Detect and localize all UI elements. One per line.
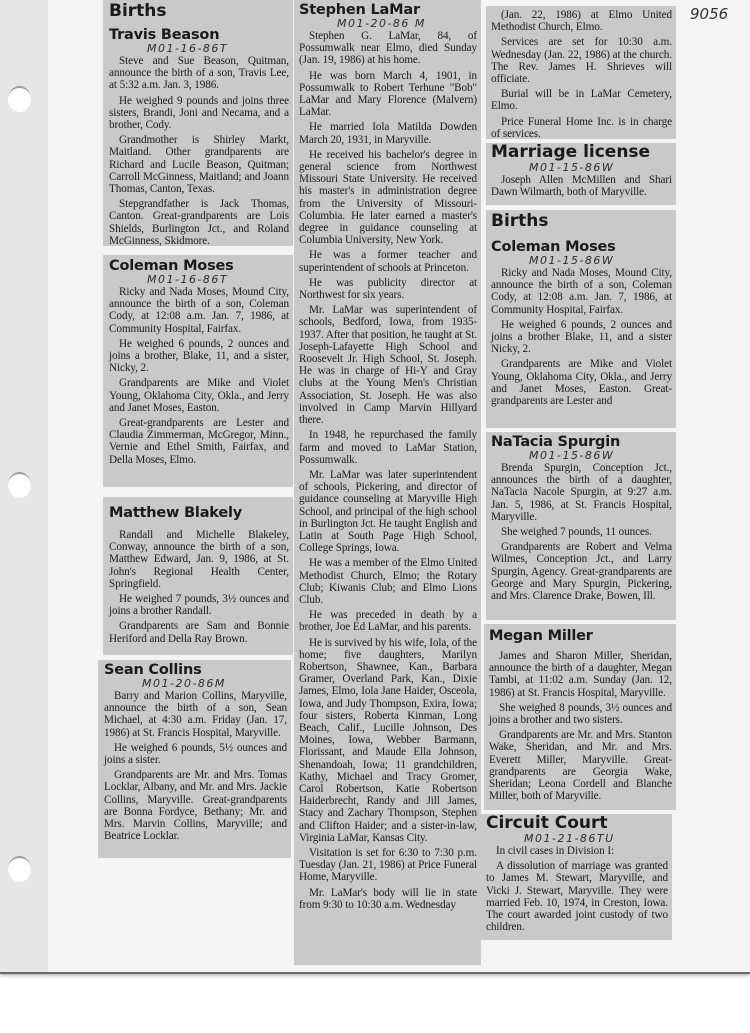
- binder-hole: [8, 472, 31, 498]
- announcement-title: Coleman Moses: [491, 239, 616, 255]
- article-paragraph: He weighed 7 pounds, 3½ ounces and joins a brother Randall.: [109, 593, 289, 618]
- paragraphs: [491, 267, 672, 407]
- article-paragraph: Mr. LaMar's body will lie in state from 9:30 to 10:30 a.m. Wednesday: [299, 886, 477, 911]
- handwritten-code: M01-16-86T: [147, 273, 229, 286]
- article-paragraph: He weighed 6 pounds, 2 ounces and joins a brother, Blake, 11, and a sister, Nicky, 2.: [109, 337, 289, 375]
- handwritten-code: M01-15-86W: [529, 449, 615, 462]
- article-paragraph: Price Funeral Home Inc. is in charge of services.: [491, 115, 672, 139]
- article-paragraph: Grandparents are Mike and Violet Young, Oklahoma City, Okla., and Jerry and Janet Moses, Easton. Great-grandparents are Lester and: [491, 358, 672, 408]
- announcement-title: Coleman Moses: [109, 258, 234, 274]
- article-paragraph: He received his bachelor's degree in general science from Northwest Missouri State University. He received his master's in administration degree from the University of Missouri-Columbia. He later earned a master's degree in guidance counseling at Columbia University, New York.: [299, 148, 477, 247]
- article-paragraph: He married Iola Matilda Dowden March 20, 1931, in Maryville.: [299, 121, 477, 146]
- article-paragraph: Joseph Allen McMillen and Shari Dawn Wilmarth, both of Maryville.: [491, 174, 672, 199]
- handwritten-code: M01-20-86 M: [337, 17, 426, 30]
- article-paragraph: She weighed 7 pounds, 11 ounces.: [501, 526, 652, 539]
- article-paragraph: Burial will be in LaMar Cemetery, Elmo.: [491, 88, 672, 113]
- article-paragraph: He is survived by his wife, Iola, of the home; five daughters, Marilyn Robertson, Shawnee, Kan., Barbara Gramer, Overland Park, Kan., Dixie James, Elmo, Iola Jane Haider, Osceola, Iowa, and Judy Thompson, Exira, Iowa; four sisters, Roberta Kinman, Long Beach, Calif., Lucille Johnson, Des Moines, Iowa, Webber Barmann, Florissant, and Maude Ella Johnson, Shenandoah, Iowa; 11 grandchildren, Kathy, Michael and Tracy Gromer, Carol Robertson, Katie Robertson Haiderbrecht, Randy and Jill James, Stacy and Zachary Thompson, Stephen and Clifton Haider; and a sister-in-law, Virginia LaMar, Kansas City.: [299, 636, 477, 844]
- article-paragraph: In 1948, he repurchased the family farm and moved to LaMar Station, Possumwalk.: [299, 429, 477, 466]
- clipping-travis-beason: [103, 0, 293, 246]
- article-paragraph: He was a member of the Elmo United Methodist Church, Elmo; the Rotary Club; Kiwanis Club; and Elmo Lions Club.: [299, 557, 477, 606]
- clipping-sean-collins: [98, 660, 291, 858]
- article-paragraph: James and Sharon Miller, Sheridan, announce the birth of a daughter, Megan Tambi, at 11:02 a.m. Sunday (Jan. 12, 1986) at St. Francis Hospital, Maryville.: [489, 650, 672, 699]
- announcement-title: NaTacia Spurgin: [491, 434, 621, 450]
- archive-number: 9056: [690, 5, 729, 23]
- clipping-natacia-spurgin: [486, 432, 676, 620]
- paragraphs: [491, 9, 672, 139]
- article-paragraph: Grandparents are Sam and Bonnie Heriford and Della Ray Brown.: [109, 620, 289, 645]
- clipping-stephen-lamar: [294, 0, 481, 965]
- article-paragraph: Grandparents are Robert and Velma Wilmes, Conception Jct., and Larry Spurgin, Agency. Great-grandparents are George and Mary Spurgin, Pickering, and Mrs. Clarence Drake, Bowen, Ill.: [491, 541, 672, 603]
- article-paragraph: He weighed 6 pounds, 2 ounces and joins a brother Blake, 11, and a sister Nicky, 2.: [491, 318, 672, 356]
- handwritten-code: M01-15-86W: [529, 161, 615, 174]
- paragraphs: [489, 650, 672, 802]
- article-paragraph: Stepgrandfather is Jack Thomas, Canton. Great-grandparents are Lois Shields, Burlington Jct., and Roland McGinness, Skidmore.: [109, 198, 289, 246]
- article-paragraph: A dissolution of marriage was granted to James M. Stewart, Maryville, and Vicki J. Stewart, Maryville. They were married Feb. 10, 1974, in Creston, Iowa. The court awarded joint custody of two children.: [486, 860, 668, 934]
- article-paragraph: Steve and Sue Beason, Quitman, announce the birth of a son, Travis Lee, at 5:32 a.m. Jan. 3, 1986.: [109, 55, 289, 92]
- article-paragraph: He weighed 9 pounds and joins three sisters, Brandi, Joni and Necama, and a brother, Cody.: [109, 94, 289, 132]
- article-paragraph: Great-grandparents are Lester and Claudia Zimmerman, McGregor, Minn., Vernie and Ethel Smith, Fairfax, and Della Moses, Elmo.: [109, 417, 289, 466]
- article-paragraph: Grandparents are Mr. and Mrs. Tomas Locklar, Albany, and Mr. and Mrs. Jackie Collins, Maryville. Great-grandparents are Bonna Fordyce, Bethany; Mr. and Mrs. Marvin Collins, Maryville; and Beatrice Locklar.: [104, 769, 287, 843]
- article-paragraph: Ricky and Nada Moses, Mound City, announce the birth of a son, Coleman Cody, at 12:08 a.m. Jan. 7, 1986, at Community Hospital, Fairfax.: [109, 286, 289, 335]
- article-paragraph: Grandparents are Mike and Violet Young, Oklahoma City, Okla., and Jerry and Janet Moses, Easton.: [109, 377, 289, 414]
- article-paragraph: Ricky and Nada Moses, Mound City, announce the birth of a son, Coleman Cody, at 12:08 a.m. Jan. 7, 1986, at Community Hospital, Fairfax.: [491, 267, 672, 316]
- article-paragraph: Visitation is set for 6:30 to 7:30 p.m. Tuesday (Jan. 21, 1986) at Price Funeral Home, Maryville.: [299, 847, 477, 884]
- section-title-births: Births: [491, 211, 549, 231]
- binder-hole: [8, 86, 31, 112]
- paragraphs: [109, 529, 289, 645]
- clipping-coleman-moses-2: [486, 210, 676, 428]
- paragraphs: [109, 286, 289, 466]
- paragraphs: [491, 462, 672, 602]
- article-paragraph: Mr. LaMar was superintendent of schools, Bedford, Iowa, from 1935-1937. After that position, he taught at St. Joseph-Lafayette High School and Roosevelt Jr. High School, St. Joseph. He was in charge of Hi-Y and Gray clubs at the Young Men's Christian Association, St. Joseph. He was also involved in Camp Marvin Hillyard there.: [299, 304, 477, 427]
- announcement-title: Sean Collins: [104, 662, 202, 678]
- clipping-coleman-moses: [103, 255, 293, 487]
- obituary-title: Stephen LaMar: [299, 2, 420, 18]
- paragraphs: [299, 30, 477, 911]
- article-paragraph: In civil cases in Division I:: [496, 845, 614, 857]
- article-paragraph: Randall and Michelle Blakeley, Conway, announce the birth of a son, Matthew Edward, Jan. 9, 1986, at St. John's Regional Health Center, Springfield.: [109, 529, 289, 590]
- article-paragraph: Services are set for 10:30 a.m. Wednesday (Jan. 22, 1986) at the church. The Rev. James H. Shrieves will officiate.: [491, 36, 672, 86]
- article-paragraph: He weighed 6 pounds, 5½ ounces and joins a sister.: [104, 741, 287, 767]
- article-paragraph: She weighed 8 pounds, 3½ ounces and joins a brother and two sisters.: [489, 701, 672, 727]
- paragraphs: [104, 690, 287, 842]
- article-paragraph: Mr. LaMar was later superintendent of schools, Pickering, and director of guidance counseling at Maryville High School, and principal of the high school in Burlington Jct. He taught English and Latin at South Page High School, College Springs, Iowa.: [299, 468, 477, 555]
- paragraphs: [486, 845, 668, 933]
- article-paragraph: Grandmother is Shirley Markt, Maitland. Other grandparents are Richard and Lucile Beason, Quitman; Carroll McGinness, Maitland; and Joann Thomas, Canton, Texas.: [109, 134, 289, 196]
- clipping-megan-miller: [484, 624, 676, 810]
- clipping-matthew-blakely: [103, 497, 293, 655]
- announcement-title: Matthew Blakely: [109, 505, 242, 521]
- handwritten-code: M01-21-86TU: [524, 832, 615, 845]
- paragraphs: [109, 55, 289, 246]
- article-paragraph: Stephen G. LaMar, 84, of Possumwalk near Elmo, died Sunday (Jan. 19, 1986) at his home.: [299, 30, 477, 67]
- handwritten-code: M01-15-86W: [529, 254, 615, 267]
- marriage-license-title: Marriage license: [491, 143, 651, 162]
- clipping-circuit-court: [481, 814, 672, 940]
- clipping-marriage-license: [486, 143, 676, 205]
- article-paragraph: (Jan. 22, 1986) at Elmo United Methodist Church, Elmo.: [491, 9, 672, 34]
- article-paragraph: He was a former teacher and superintendent of schools at Princeton.: [299, 249, 477, 274]
- announcement-title: Travis Beason: [109, 27, 220, 43]
- clipping-lamar-continued: [486, 6, 676, 139]
- circuit-court-title: Circuit Court: [486, 814, 608, 833]
- paragraphs: [491, 174, 672, 198]
- section-title-births: Births: [109, 1, 167, 21]
- handwritten-code: M01-20-86M: [142, 677, 226, 690]
- article-paragraph: Barry and Marion Collins, Maryville, announce the birth of a son, Sean Michael, at 4:30 a.m. Friday (Jan. 17, 1986) at St. Francis Hospital, Maryville.: [104, 690, 287, 739]
- article-paragraph: He was preceded in death by a brother, Joe Ed LaMar, and his parents.: [299, 609, 477, 634]
- announcement-title: Megan Miller: [489, 628, 593, 644]
- article-paragraph: Grandparents are Mr. and Mrs. Stanton Wake, Sheridan, and Mr. and Mrs. Everett Miller, Maryville. Great-grandparents are Georgia Wake, Sheridan; Leona Cordell and Blanche Miller, both of Maryville.: [489, 729, 672, 803]
- article-paragraph: He was born March 4, 1901, in Possumwalk to Robert Terhune "Bob" LaMar and Mary Florence (Malvern) LaMar.: [299, 69, 477, 119]
- handwritten-code: M01-16-86T: [147, 42, 229, 55]
- article-paragraph: He was publicity director at Northwest for six years.: [299, 276, 477, 302]
- article-paragraph: Brenda Spurgin, Conception Jct., announces the birth of a daughter, NaTacia Nacole Spurgin, at 9:27 a.m. Jan. 5, 1986, at St. Francis Hospital, Maryville.: [491, 462, 672, 523]
- binder-hole: [8, 856, 31, 882]
